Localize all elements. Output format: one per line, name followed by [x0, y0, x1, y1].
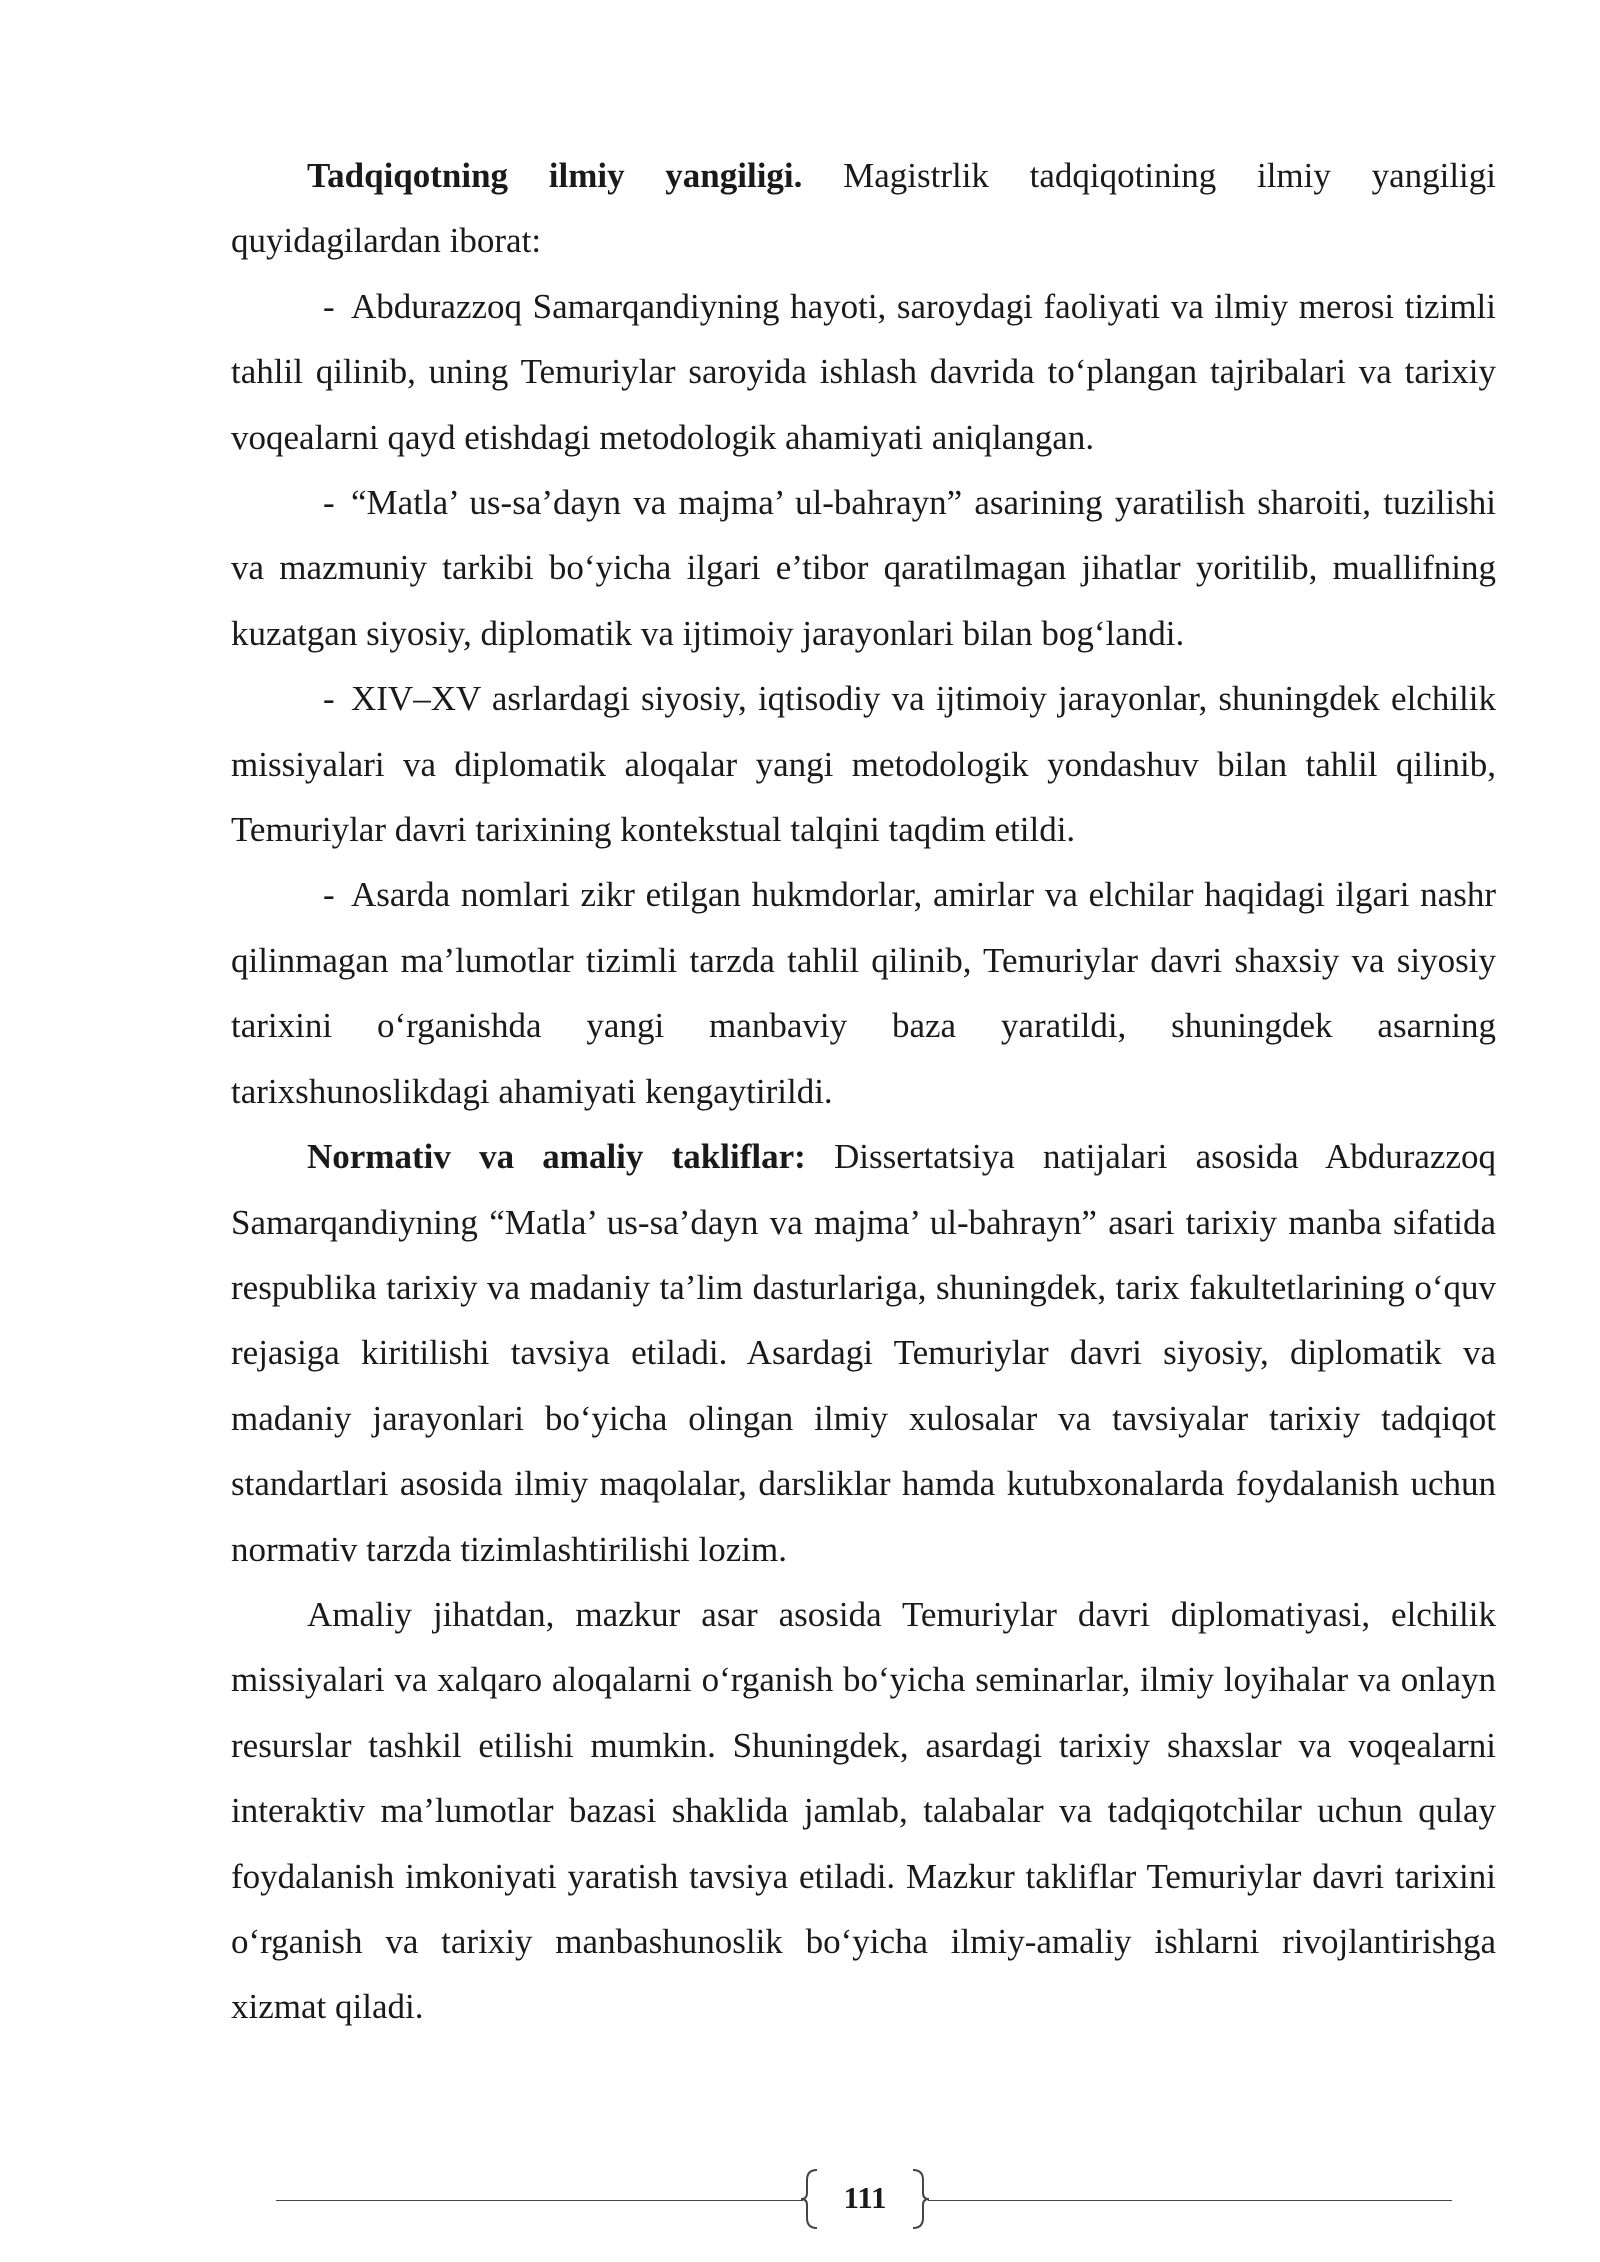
novelty-paragraph	[231, 143, 1496, 274]
recommendations-heading: Normativ va amaliy takliflar:	[307, 1137, 806, 1177]
page-number: 111	[843, 2180, 887, 2215]
recommendations-text: Dissertatsiya natijalari asosida Abdurazzoq Samarqandiyning “Matla’ us-sa’dayn va majma’ ul-bahrayn” asari tarixiy manba sifatida respublika tarixiy va madaniy ta’lim dasturlariga, shuningdek, tarix fakultetlarining o‘quv rejasiga kiritilishi tavsiya etiladi. Asardagi Temuriylar davri siyosiy, diplomatik va madaniy jarayonlari bo‘yicha olingan ilmiy xulosalar va tavsiyalar tarixiy tadqiqot standartlari asosida ilmiy maqolalar, darsliklar hamda kutubxonalarda foydalanish uchun normativ tarzda tizimlashtirilishi lozim.	[231, 1137, 1497, 1569]
footer-rule-left	[276, 2200, 803, 2201]
bullet-marker: -	[323, 875, 335, 915]
bullet-marker: -	[323, 483, 335, 523]
list-item	[231, 862, 1496, 1124]
bullet-marker: -	[323, 286, 335, 326]
list-item-text: “Matla’ us-sa’dayn va majma’ ul-bahrayn” asarining yaratilish sharoiti, tuzilishi va mazmuniy tarkibi bo‘yicha ilgari e’tibor qaratilmagan jihatlar yoritilib, muallifning kuzatgan siyosiy, diplomatik va ijtimoiy jarayonlari bilan bog‘landi.	[231, 483, 1496, 653]
footer-rule-right	[928, 2200, 1452, 2201]
list-item	[231, 470, 1496, 666]
list-item-text: Asarda nomlari zikr etilgan hukmdorlar, amirlar va elchilar haqidagi ilgari nashr qilinmagan ma’lumotlar tizimli tarzda tahlil qilinib, Temuriylar davri shaxsiy va siyosiy tarixini o‘rganishda yangi manbaviy baza yaratildi, shuningdek asarning tarixshunoslikdagi ahamiyati kengaytirildi.	[231, 875, 1496, 1111]
bullet-marker: -	[323, 679, 335, 719]
right-brace-icon	[910, 2168, 932, 2230]
recommendations-paragraph	[231, 1124, 1496, 1582]
list-item	[231, 274, 1496, 470]
novelty-intro: Magistrlik tadqiqotining ilmiy yangiligi quyidagilardan iborat:	[231, 156, 1496, 261]
list-item-text: Abdurazzoq Samarqandiyning hayoti, saroydagi faoliyati va ilmiy merosi tizimli tahlil qilinib, uning Temuriylar saroyida ishlash davrida to‘plangan tajribalari va tarixiy voqealarni qayd etishdagi metodologik ahamiyati aniqlangan.	[231, 286, 1496, 457]
page-footer	[276, 2168, 1452, 2234]
list-item-text: XIV–XV asrlardagi siyosiy, iqtisodiy va ijtimoiy jarayonlar, shuningdek elchilik missiyalari va diplomatik aloqalar yangi metodologik yondashuv bilan tahlil qilinib, Temuriylar davri tarixining kontekstual talqini taqdim etildi.	[231, 679, 1496, 850]
practical-paragraph: Amaliy jihatdan, mazkur asar asosida Temuriylar davri diplomatiyasi, elchilik missiyalari va xalqaro aloqalarni o‘rganish bo‘yicha seminarlar, ilmiy loyihalar va onlayn resurslar tashkil etilishi mumkin. Shuningdek, asardagi tarixiy shaxslar va voqealarni interaktiv ma’lumotlar bazasi shaklida jamlab, talabalar va tadqiqotchilar uchun qulay foydalanish imkoniyati yaratish tavsiya etiladi. Mazkur takliflar Temuriylar davri tarixini o‘rganish va tarixiy manbashunoslik bo‘yicha ilmiy-amaliy ishlarni rivojlantirishga xizmat qiladi.	[231, 1594, 1496, 2027]
list-item	[231, 666, 1496, 862]
left-brace-icon	[798, 2168, 820, 2230]
page-body	[231, 143, 1496, 2040]
novelty-heading: Tadqiqotning ilmiy yangiligi.	[307, 156, 803, 195]
